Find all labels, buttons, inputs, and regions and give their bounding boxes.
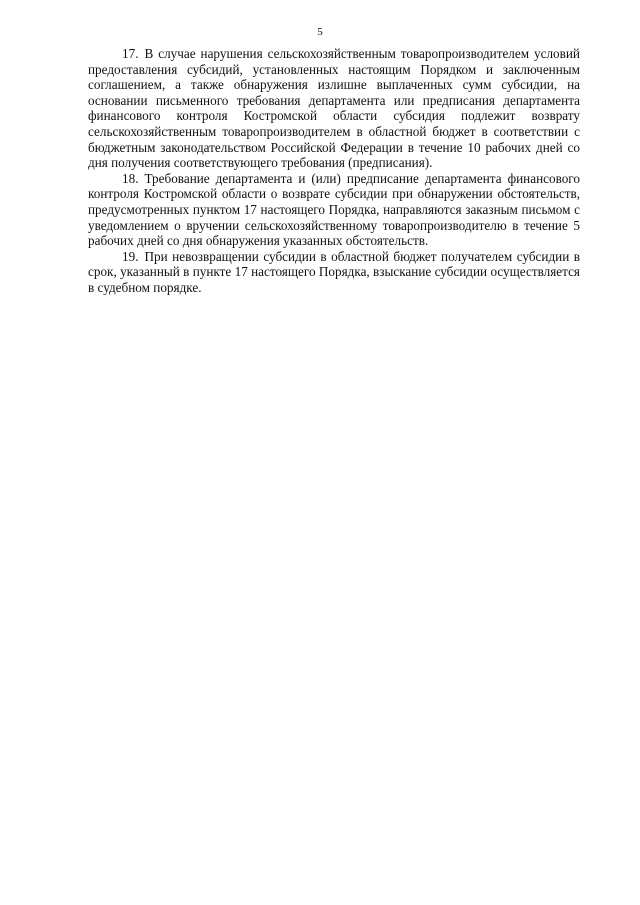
paragraph-text: В случае нарушения сельскохозяйственным товаропроизводителем условий предоставления субсидий, установленных настоящим Порядком и заключенным соглашением, а также обнаружения излишне выплаченных сумм субсидии, на основании письменного требования департамента или предписания департамента финансового контроля Костромской области субсидия подлежит возврату сельскохозяйственным товаропроизводителем в областной бюджет в соответствии с бюджетным законодательством Российской Федерации в течение 10 рабочих дней со дня получения соответствующего требования (предписания). (88, 46, 580, 171)
paragraph-text: При невозвращении субсидии в областной бюджет получателем субсидии в срок, указанный в пункте 17 настоящего Порядка, взыскание субсидии осуществляется в судебном порядке. (88, 248, 580, 295)
paragraph-number: 17. (122, 46, 139, 61)
paragraph-text: Требование департамента и (или) предписание департамента финансового контроля Костромской области о возврате субсидии при обнаружении обстоятельств, предусмотренных пунктом 17 настоящего Порядка, направляются заказным письмом с уведомлением о вручении сельскохозяйственному товаропроизводителю в течение 5 рабочих дней со дня обнаружения указанных обстоятельств. (88, 170, 580, 249)
paragraph-17 (88, 46, 580, 171)
document-body (88, 46, 580, 296)
paragraph-18 (88, 171, 580, 249)
page-number: 5 (317, 26, 323, 38)
paragraph-number: 19. (122, 248, 139, 264)
paragraph-19 (88, 249, 580, 296)
paragraph-number: 18. (122, 170, 139, 186)
